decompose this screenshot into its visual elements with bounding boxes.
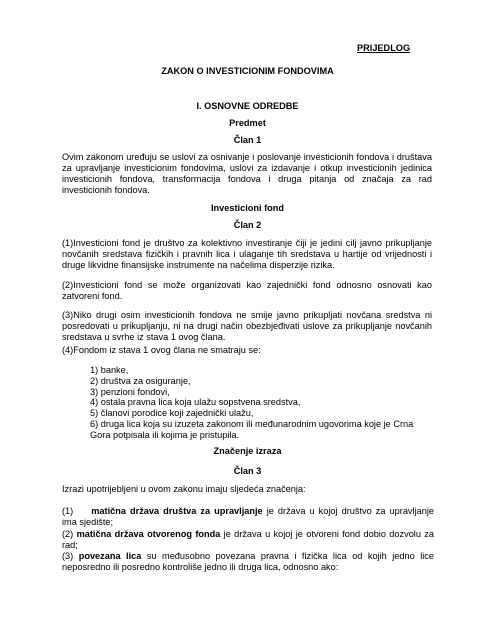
definition-term: matična država društva za upravljanje <box>91 506 263 516</box>
prijedlog-label: PRIJEDLOG <box>357 43 411 53</box>
definition-text: je država u kojoj društvo za upravljanje ima sjedište; <box>62 506 434 528</box>
article-1-heading: Član 1 <box>233 135 262 145</box>
article-2-paragraph-1: (1)Investicioni fond je društvo za kolektivno investiranje čiji je jedini cilj javno prikupljanje novčanih sredstava fizičkih i pravnih lica i ulaganje tih sredstava u hartije od vrijednosti i druge likvidne finansijske instrumente na načelima disperzije rizika. <box>62 238 432 271</box>
article-2-paragraph-4: (4)Fondom iz stava 1 ovog člana ne smatraju se: <box>62 345 261 355</box>
list-item: 6) druga lica koja su izuzeta zakonom ili međunarodnim ugovorima koje je Crna <box>90 418 414 429</box>
article-2-paragraph-2: (2)Investicioni fond se može organizovati kao zajednički fond odnosno osnovati kao zatvoreni fond. <box>62 280 432 302</box>
list-item: 1) banke, <box>90 365 129 375</box>
definition-text: su međusobno povezana pravna i fizička lica od kojih jedno lice neposredno ili posredno kontroliše jedno ili druga lica, odnosno ako: <box>62 551 434 573</box>
definition-number: (1) <box>62 506 74 516</box>
section-heading: I. OSNOVNE ODREDBE <box>196 101 299 111</box>
definition-term: povezana lica <box>78 551 142 561</box>
article-2-exclusion-list <box>90 365 430 441</box>
definition-number: (3) <box>62 551 74 561</box>
definition-1 <box>62 506 434 528</box>
article-1-text: Ovim zakonom uređuju se uslovi za osnivanje i poslovanje investicionih fondova i društava za upravljanje investicionim fondovima, uslovi za izdavanje i otkup investicionih jedinica investicionih fondova, transformacija fondova i druga pitanja od značaja za rad investicionih fondova. <box>62 152 432 196</box>
definition-2 <box>62 529 434 551</box>
article-2-heading: Član 2 <box>233 220 262 230</box>
article-2-paragraph-3: (3)Niko drugi osim investicionih fondova ne smije javno prikupljati novčana sredstva ni posredovati u prikupljanju, ni na drugi način obezbjeđivati uslove za prikupljanje novčanih sredstava u svrhe iz stava 1 ovog člana. <box>62 310 432 343</box>
subheading-znacenje-izraza: Značenje izraza <box>213 446 282 456</box>
law-title: ZAKON O INVESTICIONIM FONDOVIMA <box>161 66 334 76</box>
list-item: 2) društva za osiguranje, <box>90 375 191 386</box>
article-3-heading: Član 3 <box>233 466 262 476</box>
list-item: 3) penzioni fondovi, <box>90 386 170 397</box>
definition-term: matična država otvorenog fonda <box>76 529 221 539</box>
list-item: Gora potpisala ili kojima je pristupila. <box>90 429 240 440</box>
definition-text: je država u kojoj je otvoreni fond dobio dozvolu za rad; <box>62 529 434 551</box>
list-item: 4) ostala pravna lica koja ulažu sopstvena sredstva, <box>90 397 301 408</box>
subheading-investicioni-fond: Investicioni fond <box>211 203 284 213</box>
definition-number: (2) <box>62 529 74 539</box>
list-item: 5) članovi porodice koji zajednički ulažu, <box>90 408 254 419</box>
definition-3 <box>62 551 434 573</box>
subheading-predmet: Predmet <box>229 118 266 128</box>
article-3-intro: Izrazi upotrijebljeni u ovom zakonu imaju sljedeća značenja: <box>62 484 306 494</box>
